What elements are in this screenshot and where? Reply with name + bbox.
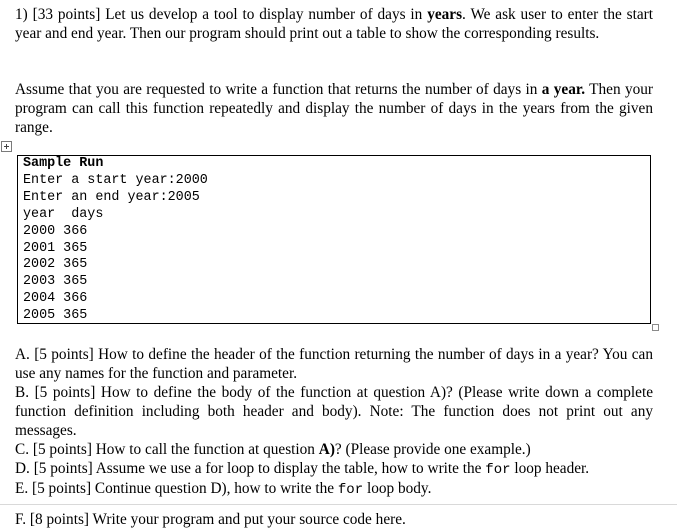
question-c — [15, 440, 653, 459]
question-d-code: for — [485, 462, 511, 478]
question-c-bold: A) — [318, 441, 335, 458]
sample-run-line: 2003 365 — [23, 274, 88, 290]
sample-run-line: 2004 366 — [23, 291, 88, 307]
sample-run-line: 2005 365 — [23, 308, 88, 324]
sample-run-code — [23, 156, 208, 325]
table-move-handle-icon[interactable] — [1, 141, 12, 152]
assume-prefix: Assume that you are requested to write a function that returns the number of days in — [15, 81, 542, 98]
intro-paragraph — [15, 5, 653, 43]
sample-run-title: Sample Run — [23, 156, 104, 171]
sample-run-line: 2000 366 — [23, 223, 88, 239]
question-f: F. [8 points] Write your program and put your source code here. — [15, 511, 406, 528]
question-e-prefix: E. [5 points] Continue question D), how to write the — [15, 480, 338, 497]
intro-bold-years: years — [427, 6, 463, 23]
sample-run-line: 2002 365 — [23, 257, 88, 273]
intro-suffix: . We ask user to enter the start year and end year. Then our program should print out a table to show the corresponding results. — [15, 6, 653, 42]
assume-bold-a-year: a year. — [541, 81, 586, 98]
intro-prefix: 1) [33 points] Let us develop a tool to display number of days in — [15, 6, 428, 23]
sample-run-line: year days — [23, 206, 104, 222]
sample-run-line: Enter an end year:2005 — [23, 189, 200, 205]
section-divider — [0, 504, 677, 505]
sample-run-line: 2001 365 — [23, 240, 88, 256]
question-c-suffix: ? (Please provide one example.) — [334, 441, 531, 458]
question-e-suffix: loop body. — [363, 480, 432, 497]
question-e — [15, 479, 653, 500]
question-d-suffix: loop header. — [510, 460, 590, 477]
question-a: A. [5 points] How to define the header of the function returning the number of days in a year? You can use any names for the function and parameter. — [15, 346, 653, 382]
table-resize-handle-icon[interactable] — [652, 324, 659, 331]
question-b: B. [5 points] How to define the body of the function at question A)? (Please write down a complete function definition including both header and body). Note: The function does not print out any messages. — [15, 384, 653, 439]
question-d-prefix: D. [5 points] Assume we use a for loop to display the table, how to write the — [15, 460, 486, 477]
assume-suffix: Then your program can call this function repeatedly and display the number of days in the years from the given range. — [15, 81, 654, 136]
question-c-prefix: C. [5 points] How to call the function at question — [15, 441, 319, 458]
question-e-code: for — [337, 482, 364, 498]
question-d — [15, 459, 653, 480]
assumption-paragraph — [15, 80, 653, 137]
sample-run-line: Enter a start year:2000 — [23, 172, 208, 188]
